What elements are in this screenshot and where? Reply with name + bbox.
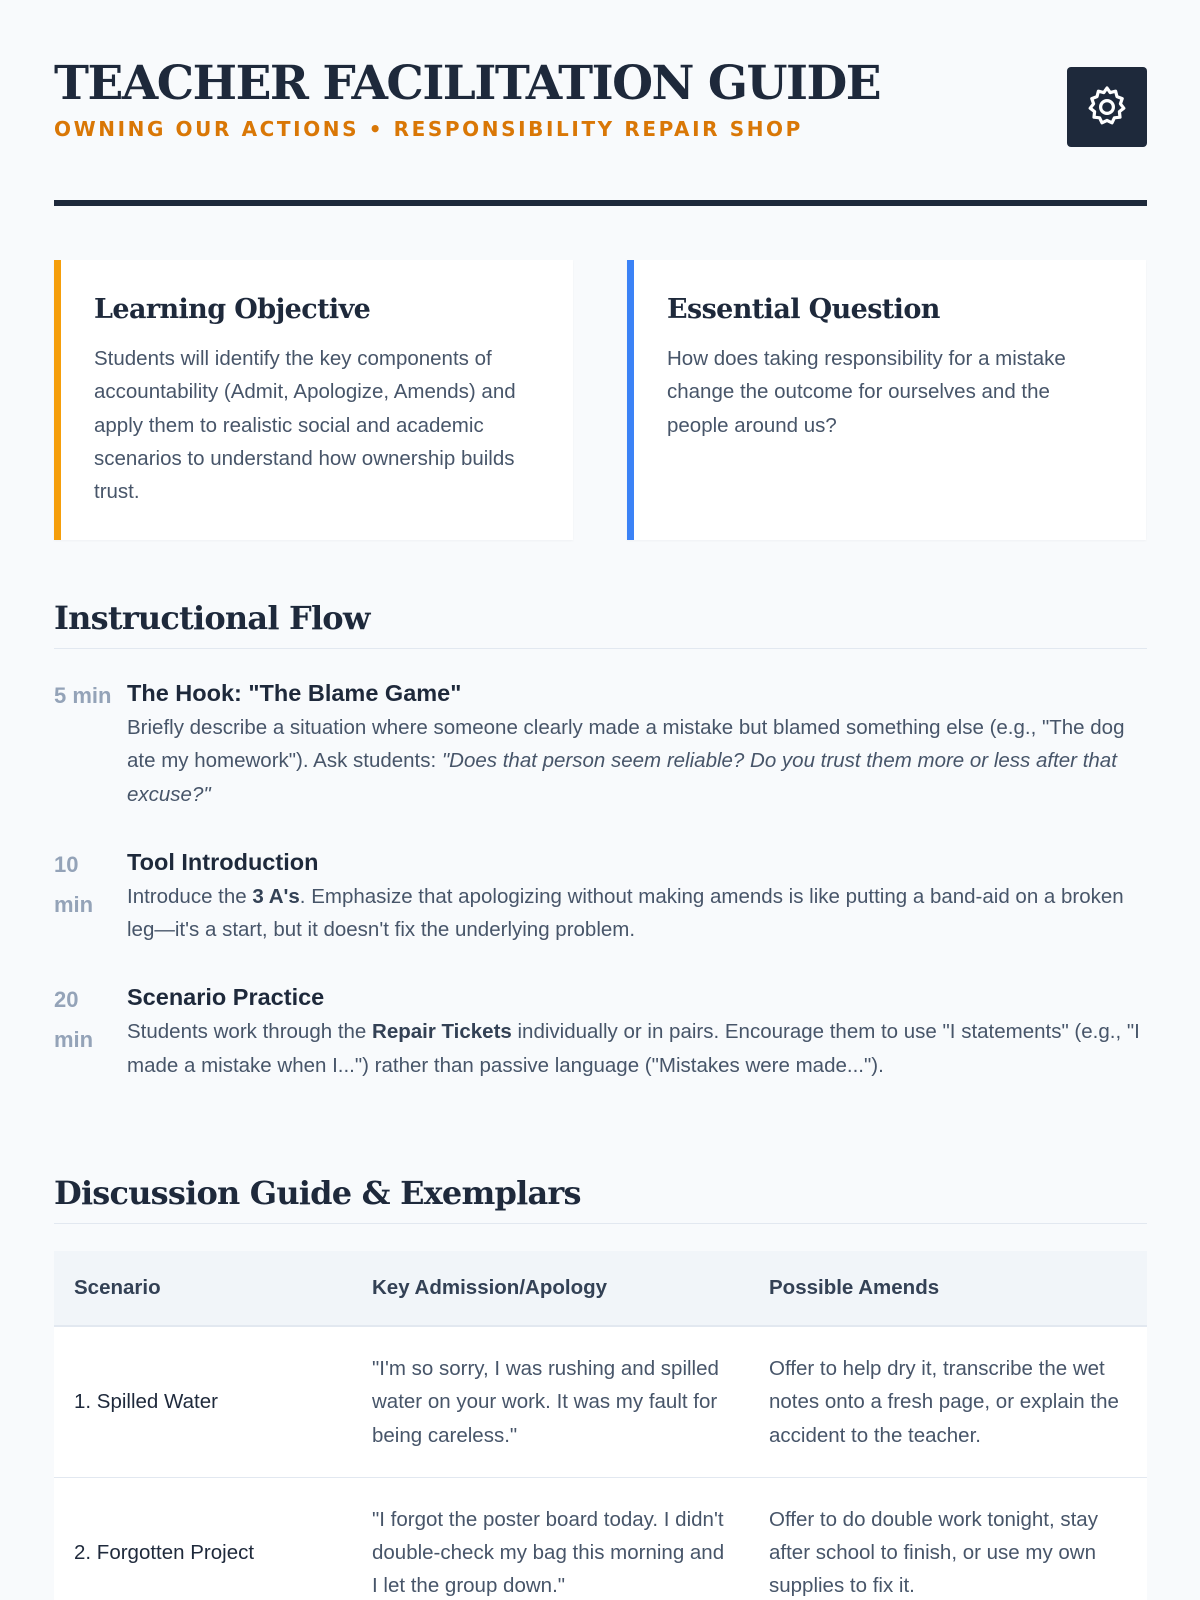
intro-cards	[54, 260, 1147, 540]
essential-question-text: How does taking responsibility for a mistake change the outcome for ourselves and the people around us?	[667, 347, 1066, 437]
flow-step	[54, 676, 1147, 811]
gear-icon	[1083, 83, 1131, 131]
step-text-bold: Repair Tickets	[372, 1020, 512, 1044]
page-subtitle: OWNING OUR ACTIONS • RESPONSIBILITY REPAIR SHOP	[54, 117, 803, 141]
step-text-body: Introduce the	[127, 884, 253, 908]
guide-page	[54, 0, 1147, 1598]
table-header-row	[54, 1251, 1147, 1326]
flow-step	[54, 980, 1147, 1082]
step-text-question: "Does that person seem reliable? Do you trust them more or less after that excuse?"	[127, 749, 1117, 806]
admission-cell: "I forgot the poster board today. I didn't double-check my bag this morning and I let the group down."	[352, 1477, 749, 1600]
page-header	[54, 0, 1147, 206]
step-text-body: Briefly describe a situation where someone clearly made a mistake but blamed something else (e.g., "The dog ate my homework"). Ask students:	[127, 716, 1125, 773]
essential-question-card	[627, 260, 1146, 540]
page-title: TEACHER FACILITATION GUIDE	[54, 56, 881, 111]
step-text-body: . Emphasize that apologizing without making amends is like putting a band-aid on a broken leg—it's a start, but it doesn't fix the underlying problem.	[127, 884, 1124, 942]
step-time: 10 min	[54, 851, 94, 917]
scenario-cell: 2. Forgotten Project	[54, 1477, 352, 1600]
amends-cell: Offer to help dry it, transcribe the wet notes onto a fresh page, or explain the accident to the teacher.	[749, 1326, 1147, 1477]
flow-step	[54, 845, 1147, 947]
column-header-admission: Key Admission/Apology	[352, 1251, 749, 1326]
step-text-bold: 3 A's	[252, 884, 300, 908]
instructional-flow-heading: Instructional Flow	[54, 596, 1147, 649]
learning-objective-title: Learning Objective	[94, 294, 371, 325]
step-title: Scenario Practice	[127, 984, 325, 1011]
table-row	[54, 1477, 1147, 1600]
step-time: 20 min	[54, 987, 94, 1053]
scenario-cell: 1. Spilled Water	[54, 1326, 352, 1477]
step-text-body: individually or in pairs. Encourage them to use "I statements" (e.g., "I made a mistake when I...") rather than passive language ("Mistakes were made...").	[127, 1020, 1140, 1077]
step-time: 5 min	[54, 683, 112, 708]
step-text	[127, 711, 1147, 811]
discussion-table	[54, 1251, 1147, 1600]
step-text	[127, 880, 1147, 947]
learning-objective-text: Students will identify the key components of accountability (Admit, Apologize, Amends) and apply them to realistic social and academic scenarios to understand how ownership builds trust.	[94, 347, 516, 504]
admission-cell: "I'm so sorry, I was rushing and spilled water on your work. It was my fault for being careless."	[352, 1326, 749, 1477]
step-text	[127, 1015, 1147, 1082]
essential-question-title: Essential Question	[667, 294, 940, 325]
settings-button[interactable]	[1067, 67, 1147, 147]
column-header-scenario: Scenario	[54, 1251, 352, 1326]
step-title: The Hook: "The Blame Game"	[127, 680, 462, 706]
table-row	[54, 1326, 1147, 1477]
step-title: Tool Introduction	[127, 848, 319, 875]
step-text-body: Students work through the	[127, 1020, 373, 1044]
instructional-flow	[54, 676, 1147, 1116]
column-header-amends: Possible Amends	[749, 1251, 1147, 1326]
learning-objective-card	[54, 260, 573, 540]
amends-cell: Offer to do double work tonight, stay after school to finish, or use my own supplies to fix it.	[749, 1477, 1147, 1600]
discussion-guide-heading: Discussion Guide & Exemplars	[54, 1171, 1147, 1224]
